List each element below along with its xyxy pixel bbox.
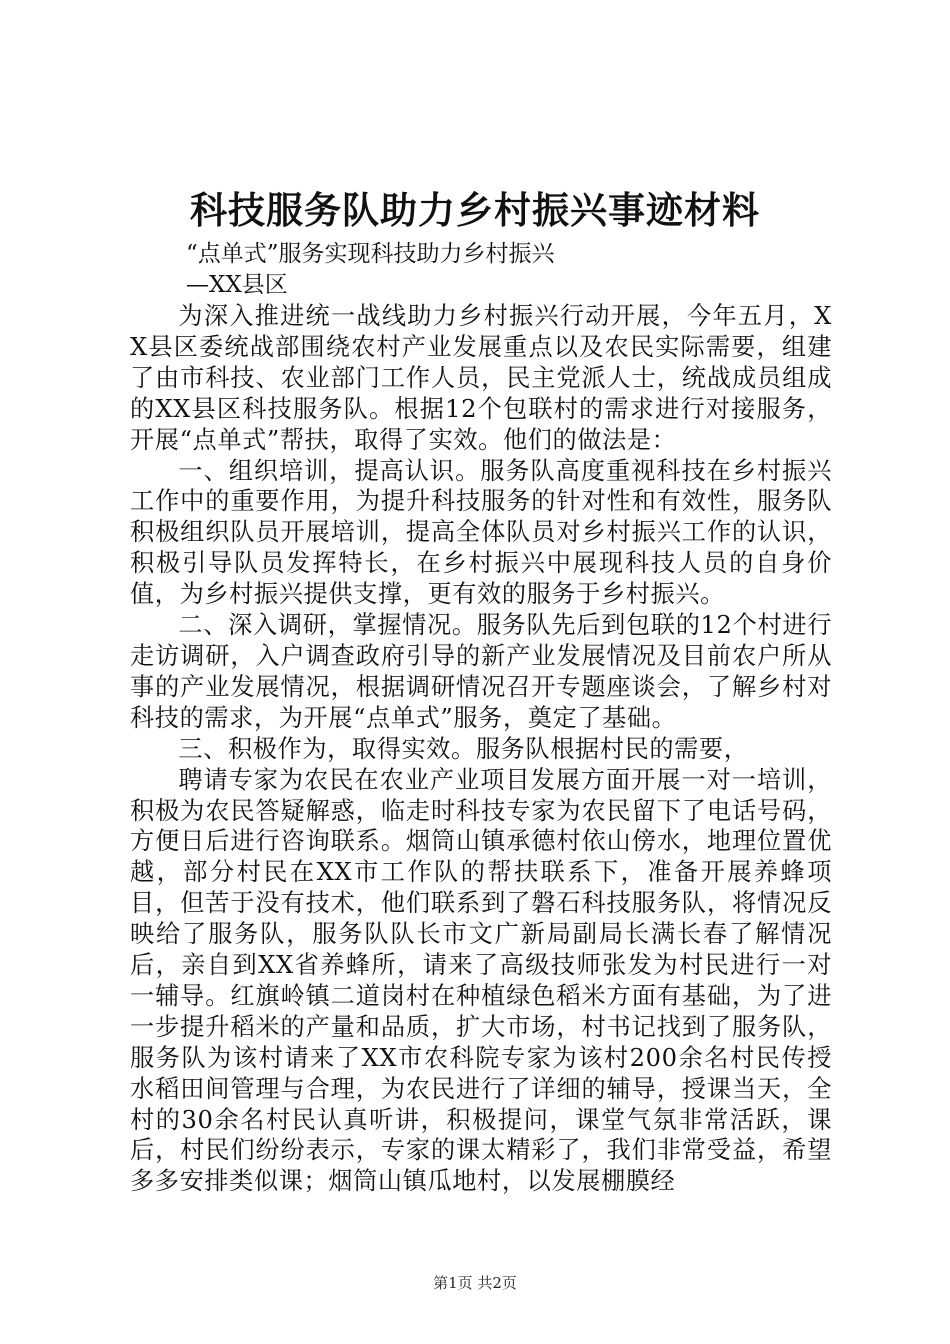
document-title: 科技服务队助力乡村振兴事迹材料 — [190, 188, 760, 232]
document-author: —XX县区 — [186, 272, 288, 298]
paragraph: 一、组织培训，提高认识。服务队高度重视科技在乡村振兴工作中的重要作用，为提升科技服务的针对性和有效性，服务队积极组织队员开展培训，提高全体队员对乡村振兴工作的认识，积极引导队员发挥特长，在乡村振兴中展现科技人员的自身价值，为乡村振兴提供支撑，更有效的服务于乡村振兴。 — [130, 456, 832, 609]
paragraph: 三、积极作为，取得实效。服务队根据村民的需要， — [178, 734, 749, 763]
paragraph: 为深入推进统一战线助力乡村振兴行动开展，今年五月，XX县区委统战部围绕农村产业发展重点以及农民实际需要，组建了由市科技、农业部门工作人员，民主党派人士，统战成员组成的XX县区科技服务队。根据12个包联村的需求进行对接服务，开展“点单式”帮扶，取得了实效。他们的做法是： — [130, 302, 832, 454]
page-footer: 第1页 共2页 — [433, 1274, 517, 1292]
document-subtitle: “点单式”服务实现科技助力乡村振兴 — [186, 241, 555, 267]
paragraph: 聘请专家为农民在农业产业项目发展方面开展一对一培训，积极为农民答疑解惑，临走时科技专家为农民留下了电话号码，方便日后进行咨询联系。烟筒山镇承德村依山傍水，地理位置优越，部分村民在XX市工作队的帮扶联系下，准备开展养蜂项目，但苦于没有技术，他们联系到了磐石科技服务队，将情况反映给了服务队，服务队队长市文广新局副局长满长春了解情况后，亲自到XX省养蜂所，请来了高级技师张发为村民进行一对一辅导。红旗岭镇二道岗村在种植绿色稻米方面有基础，为了进一步提升稻米的产量和品质，扩大市场，村书记找到了服务队，服务队为该村请来了XX市农科院专家为该村200余名村民传授水稻田间管理与合理，为农民进行了详细的辅导，授课当天，全村的30余名村民认真听讲，积极提问，课堂气氛非常活跃，课后，村民们纷纷表示，专家的课太精彩了，我们非常受益，希望多多安排类似课；烟筒山镇瓜地村，以发展棚膜经 — [130, 765, 832, 1196]
document-body — [130, 301, 832, 1197]
paragraph: 二、深入调研，掌握情况。服务队先后到包联的12个村进行走访调研，入户调查政府引导的新产业发展情况及目前农户所从事的产业发展情况，根据调研情况召开专题座谈会，了解乡村对科技的需求，为开展“点单式”服务，奠定了基础。 — [130, 611, 832, 732]
